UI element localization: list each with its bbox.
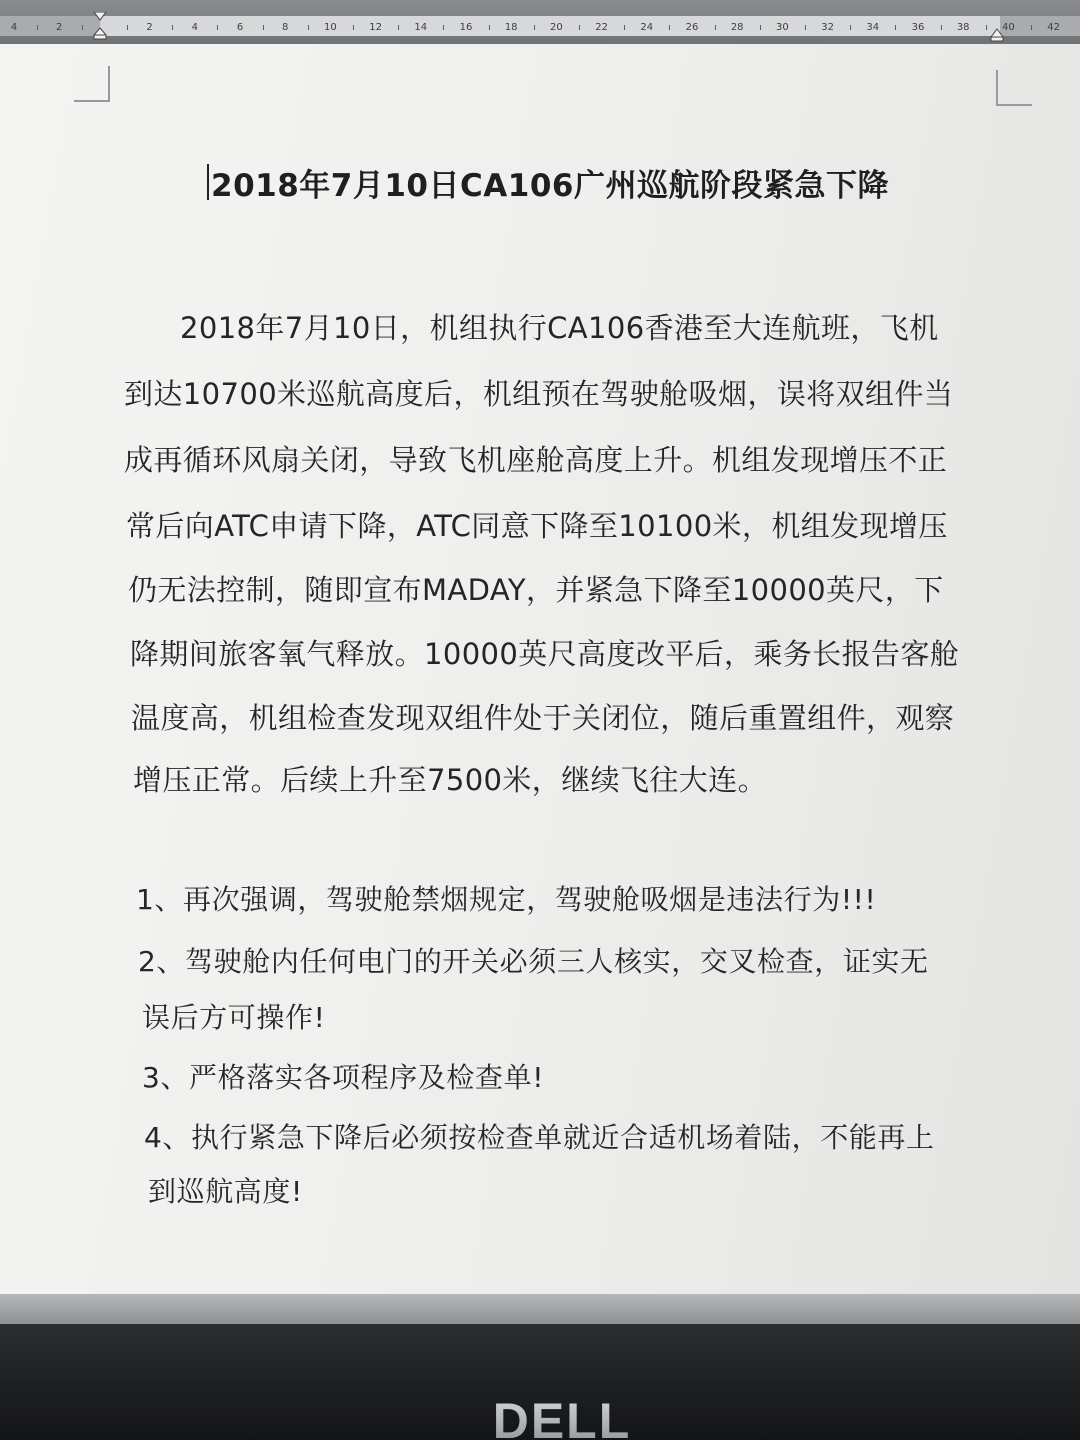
- ruler-tick-label: 34: [866, 22, 880, 33]
- ruler-minor-tick: [579, 25, 580, 30]
- ruler-tick-label: 4: [10, 22, 18, 33]
- list-item: 1、再次强调，驾驶舱禁烟规定，驾驶舱吸烟是违法行为!!!: [136, 883, 877, 916]
- ruler-tick-label: 8: [282, 22, 289, 33]
- right-indent-marker-icon[interactable]: [990, 28, 1004, 42]
- paragraph-line: 成再循环风扇关闭，导致飞机座舱高度上升。机组发现增压不正: [124, 443, 948, 477]
- ruler-minor-tick: [715, 25, 716, 30]
- ruler-minor-tick: [669, 25, 670, 30]
- ruler-minor-tick: [308, 25, 309, 30]
- ruler-tick-label: 10: [324, 22, 337, 33]
- ruler-tick-label: 4: [191, 22, 198, 33]
- ruler-minor-tick: [986, 25, 987, 30]
- ruler-minor-tick: [127, 25, 128, 30]
- ruler-tick-label: 32: [821, 22, 834, 33]
- ruler-tick-label: 42: [1047, 22, 1060, 33]
- page-gap: [0, 1294, 1080, 1324]
- paragraph-line: 常后向ATC申请下降，ATC同意下降至10100米，机组发现增压: [126, 509, 948, 543]
- ruler-minor-tick: [489, 25, 490, 30]
- ruler-tick-label: 18: [504, 22, 518, 33]
- ruler-tick-label: 16: [459, 22, 473, 33]
- ruler-minor-tick: [895, 25, 896, 30]
- ruler-minor-tick: [850, 25, 851, 30]
- ruler-tick-label: 26: [685, 22, 699, 33]
- ruler-tick-label: 2: [56, 22, 63, 33]
- paragraph-line: 增压正常。后续上升至7500米，继续飞往大连。: [133, 763, 768, 797]
- list-item-continuation: 误后方可操作!: [142, 1001, 326, 1034]
- ruler-tick-label: 30: [776, 22, 789, 33]
- ruler-minor-tick: [263, 25, 264, 30]
- ruler-tick-label: 38: [956, 22, 970, 33]
- paragraph-line: 温度高，机组检查发现双组件处于关闭位，随后重置组件，观察: [131, 701, 955, 735]
- ruler-minor-tick: [624, 25, 625, 30]
- margin-corner-mark-right: [996, 70, 1032, 106]
- ruler-minor-tick: [1031, 25, 1032, 30]
- ruler-minor-tick: [941, 25, 942, 30]
- ruler-minor-tick: [760, 25, 761, 30]
- ruler-tick-label: 36: [911, 22, 925, 33]
- paragraph-line: 仍无法控制，随即宣布MADAY，并紧急下降至10000英尺，下: [128, 573, 944, 607]
- ruler-minor-tick: [217, 25, 218, 30]
- document-page[interactable]: [0, 44, 1080, 1294]
- ruler-minor-tick: [37, 25, 38, 30]
- first-line-indent-marker-icon[interactable]: [93, 12, 107, 40]
- ruler-minor-tick: [172, 25, 173, 30]
- ruler-tick-label: 24: [640, 22, 654, 33]
- ruler-tick-label: 12: [369, 22, 382, 33]
- ruler-minor-tick: [82, 25, 83, 30]
- ruler-tick-label: 22: [595, 22, 608, 33]
- paragraph-line: 2018年7月10日，机组执行CA106香港至大连航班，飞机: [180, 311, 939, 345]
- margin-corner-mark-left: [74, 66, 110, 102]
- ruler-minor-tick: [353, 25, 354, 30]
- horizontal-ruler[interactable]: [0, 0, 1080, 45]
- paragraph-line: 降期间旅客氧气释放。10000英尺高度改平后，乘务长报告客舱: [130, 637, 960, 671]
- ruler-minor-tick: [443, 25, 444, 30]
- ruler-tick-label: 20: [550, 22, 563, 33]
- ruler-minor-tick: [398, 25, 399, 30]
- list-item: 2、驾驶舱内任何电门的开关必须三人核实，交叉检查，证实无: [138, 945, 929, 978]
- ruler-tick-label: 14: [414, 22, 428, 33]
- list-item: 3、严格落实各项程序及检查单!: [142, 1061, 545, 1094]
- dell-logo-icon: [482, 1392, 642, 1440]
- ruler-tick-label: 2: [146, 22, 153, 33]
- svg-text:DELL: DELL: [492, 1393, 632, 1440]
- ruler-tick-label: 28: [730, 22, 744, 33]
- paragraph-line: 到达10700米巡航高度后，机组预在驾驶舱吸烟，误将双组件当: [124, 377, 954, 411]
- ruler-tick-label: 40: [1002, 22, 1015, 33]
- text-cursor: [207, 164, 209, 200]
- list-item: 4、执行紧急下降后必须按检查单就近合适机场着陆，不能再上: [144, 1121, 935, 1154]
- list-item-continuation: 到巡航高度!: [148, 1175, 303, 1208]
- ruler-minor-tick: [805, 25, 806, 30]
- ruler-minor-tick: [534, 25, 535, 30]
- document-title[interactable]: 2018年7月10日CA106广州巡航阶段紧急下降: [211, 168, 889, 204]
- ruler-tick-label: 6: [236, 22, 244, 33]
